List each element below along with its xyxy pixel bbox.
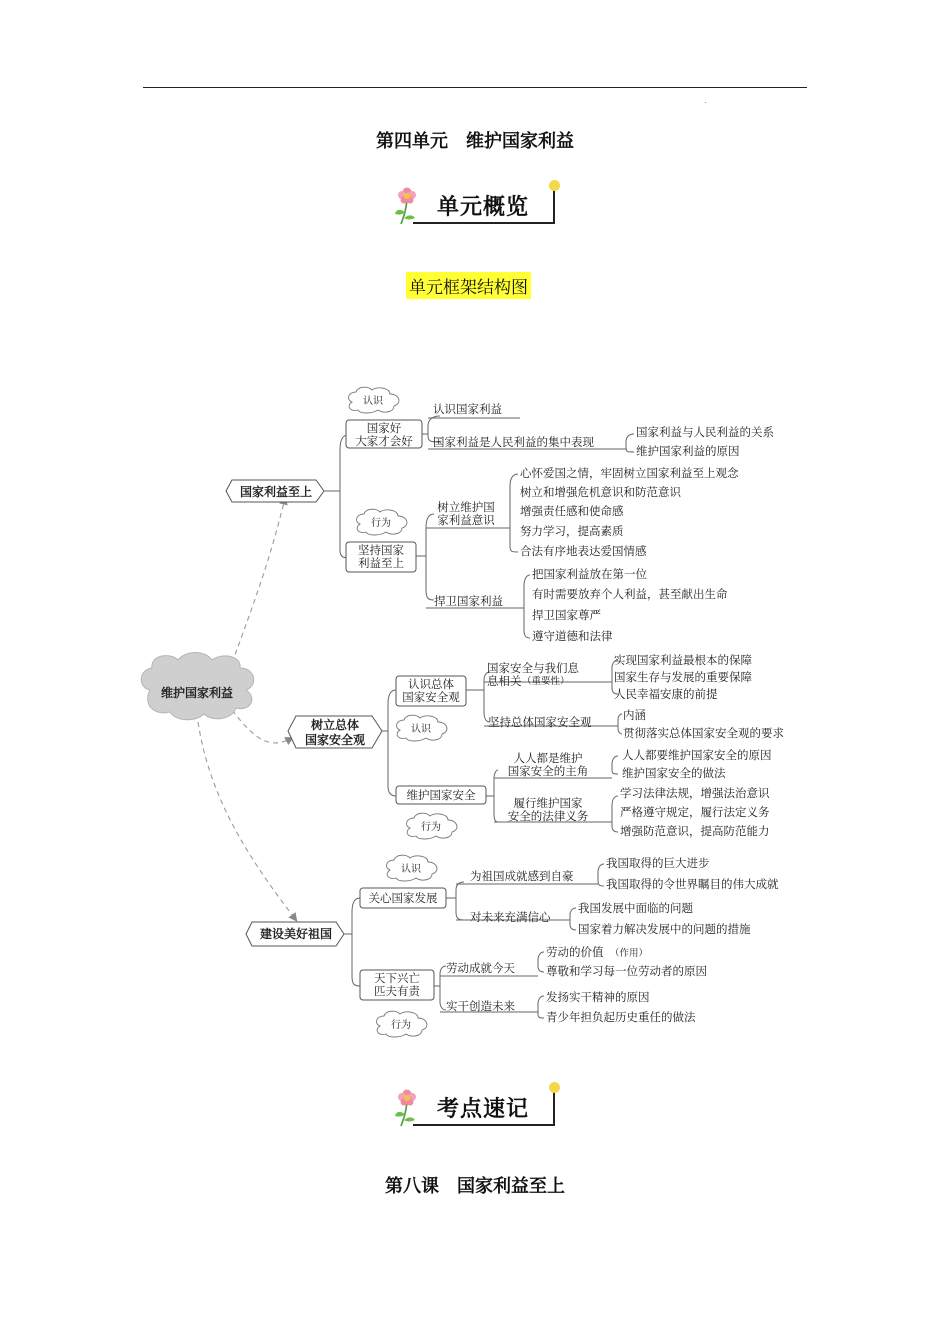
b1-g2-item: 把国家利益放在第一位 bbox=[532, 567, 647, 581]
b3-g4-item: 青少年担负起历史重任的做法 bbox=[546, 1010, 696, 1024]
tag-b3-1: 认识 bbox=[401, 864, 421, 875]
b2-g2-item: 贯彻落实总体国家安全观的要求 bbox=[623, 726, 784, 740]
b1-sub2-line1: 坚持国家 bbox=[358, 543, 404, 557]
tag-b1-1: 认识 bbox=[363, 396, 383, 407]
b3-g2-item: 国家着力解决发展中的问题的措施 bbox=[578, 922, 751, 936]
b1-g1-item: 努力学习，提高素质 bbox=[520, 524, 624, 538]
highlight-heading: 单元框架结构图 bbox=[406, 272, 531, 299]
b2-g1-item: 国家生存与发展的重要保障 bbox=[614, 670, 752, 684]
b1-g1-item: 合法有序地表达爱国情感 bbox=[520, 544, 647, 558]
b2-g3-item: 人人都要维护国家安全的原因 bbox=[622, 748, 772, 762]
tag-b3-2: 行为 bbox=[391, 1020, 411, 1031]
b2-g2-item: 内涵 bbox=[623, 708, 646, 722]
b1-g2-label: 捍卫国家利益 bbox=[434, 594, 503, 608]
b2-g3-line2: 国家安全的主角 bbox=[507, 764, 589, 778]
stray-dot: . bbox=[704, 96, 707, 105]
unit-title: 第四单元 维护国家利益 bbox=[376, 131, 574, 152]
tag-b2-1: 认识 bbox=[411, 724, 431, 735]
b3-g3-label: 劳动成就今天 bbox=[446, 961, 515, 975]
b1-g1-line2: 家利益意识 bbox=[437, 513, 495, 527]
b1-g2-item: 遵守道德和法律 bbox=[532, 629, 613, 643]
banner-label: 考点速记 bbox=[436, 1097, 529, 1122]
root-cloud bbox=[141, 653, 253, 720]
banner-label: 单元概览 bbox=[436, 195, 529, 220]
b3-sub1-label: 关心国家发展 bbox=[368, 891, 438, 905]
b2-sub1-line2: 国家安全观 bbox=[402, 690, 460, 704]
b2-g4-line2: 安全的法律义务 bbox=[507, 809, 589, 823]
branch2-label-2: 国家安全观 bbox=[304, 733, 366, 747]
b1-sub1-line1: 国家好 bbox=[366, 421, 402, 435]
b2-g1-note: （重要性） bbox=[522, 676, 570, 687]
b3-g4-label: 实干创造未来 bbox=[446, 999, 515, 1013]
b1-g1-item: 增强责任感和使命感 bbox=[520, 504, 624, 518]
b3-g3-item: 尊敬和学习每一位劳动者的原因 bbox=[546, 964, 707, 978]
b1-g2-item: 捍卫国家尊严 bbox=[532, 608, 601, 622]
b3-g4-item: 发扬实干精神的原因 bbox=[546, 990, 650, 1004]
b1-sub1-subitem: 国家利益与人民利益的关系 bbox=[636, 425, 774, 439]
b3-g3-item: 劳动的价值 bbox=[546, 945, 604, 959]
b2-g4-item: 增强防范意识，提高防范能力 bbox=[620, 824, 770, 838]
b1-g1-line1: 树立维护国 bbox=[437, 500, 495, 514]
b3-g1-label: 为祖国成就感到自豪 bbox=[470, 869, 574, 883]
b1-g1-item: 树立和增强危机意识和防范意识 bbox=[520, 485, 681, 499]
b1-sub1-line2: 大家才会好 bbox=[355, 434, 413, 448]
tag-b2-2: 行为 bbox=[421, 822, 441, 833]
b2-g1-item: 人民幸福安康的前提 bbox=[614, 687, 718, 701]
branch1-label: 国家利益至上 bbox=[239, 485, 313, 499]
b3-g1-item: 我国取得的令世界瞩目的伟大成就 bbox=[606, 877, 779, 891]
lesson-title: 第八课 国家利益至上 bbox=[385, 1176, 565, 1197]
b1-g2-item: 有时需要放弃个人利益，甚至献出生命 bbox=[532, 587, 728, 601]
b3-sub2-line1: 天下兴亡 bbox=[374, 971, 420, 985]
b1-sub1-item: 国家利益是人民利益的集中表现 bbox=[433, 435, 594, 449]
b2-g4-item: 严格遵守规定，履行法定义务 bbox=[620, 805, 770, 819]
branch2-label-1: 树立总体 bbox=[310, 718, 360, 732]
b3-g1-item: 我国取得的巨大进步 bbox=[606, 856, 710, 870]
b3-sub2-line2: 匹夫有责 bbox=[374, 984, 420, 998]
b2-g4-item: 学习法律法规，增强法治意识 bbox=[620, 786, 770, 800]
b1-g1-item: 心怀爱国之情，牢固树立国家利益至上观念 bbox=[520, 466, 739, 480]
b2-g3-line1: 人人都是维护 bbox=[513, 751, 583, 765]
b1-sub1-subitem: 维护国家利益的原因 bbox=[636, 444, 740, 458]
b2-sub1-line1: 认识总体 bbox=[408, 677, 454, 691]
b3-g2-item: 我国发展中面临的问题 bbox=[578, 901, 693, 915]
b2-g4-line1: 履行维护国家 bbox=[513, 796, 583, 810]
b2-g1-line1: 国家安全与我们息 bbox=[487, 661, 579, 675]
tag-b1-2: 行为 bbox=[371, 518, 391, 529]
b3-g3-note: （作用） bbox=[610, 948, 649, 959]
branch3-label: 建设美好祖国 bbox=[259, 927, 333, 941]
b2-g3-item: 维护国家安全的做法 bbox=[622, 766, 726, 780]
b2-sub2-label: 维护国家安全 bbox=[406, 788, 476, 802]
keypoints-banner bbox=[393, 1082, 565, 1130]
b2-g1-line2: 息相关 bbox=[487, 674, 522, 688]
b1-sub2-line2: 利益至上 bbox=[358, 556, 404, 570]
b2-g2-label: 坚持总体国家安全观 bbox=[488, 715, 592, 729]
b1-sub1-item: 认识国家利益 bbox=[433, 402, 502, 416]
b3-g2-label: 对未来充满信心 bbox=[470, 910, 551, 924]
root-label: 维护国家利益 bbox=[160, 686, 234, 700]
b2-g1-item: 实现国家利益最根本的保障 bbox=[614, 653, 752, 667]
